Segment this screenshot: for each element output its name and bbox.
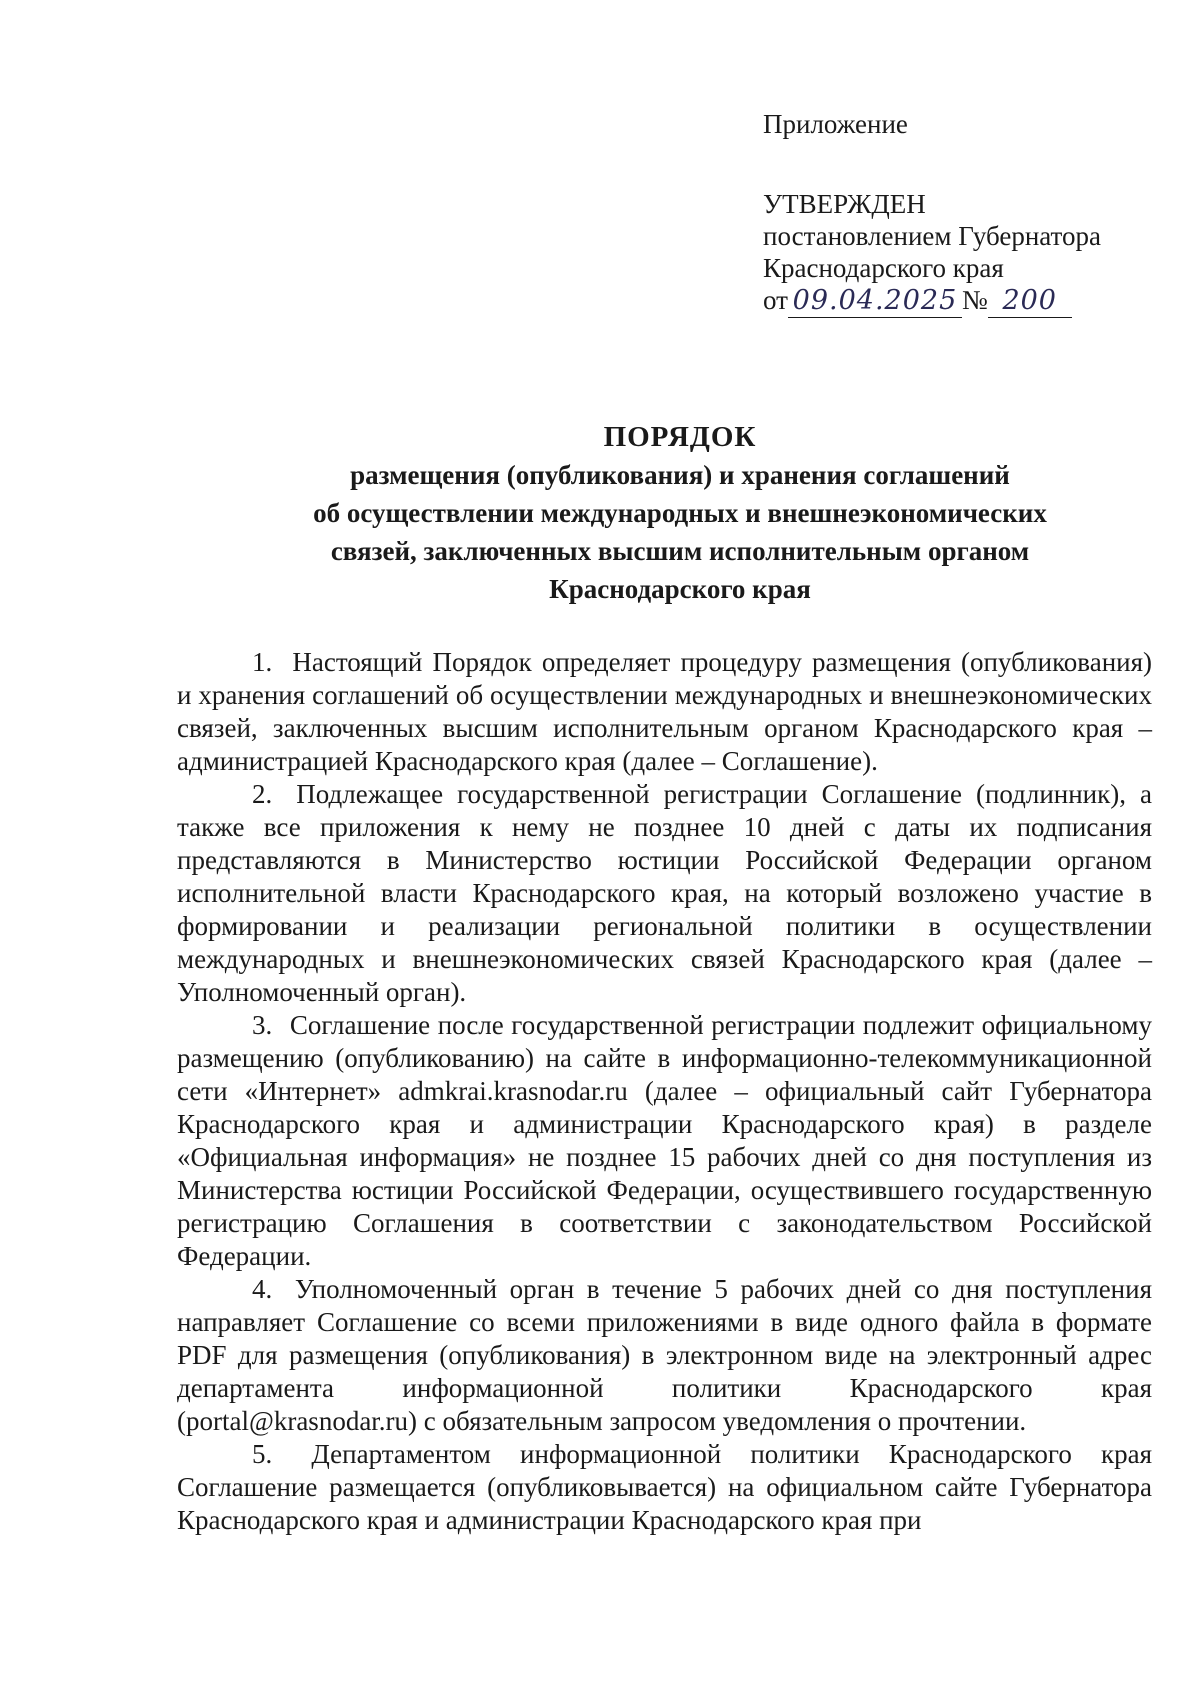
paragraph-text: Настоящий Порядок определяет процедуру размещения (опубликования) и хранения соглашений об осуществлении международных и внешнеэкономических связей, заключенных высшим исполнительным органом Краснодарского края – администрацией Краснодарского края (далее – Соглашение). — [177, 647, 1152, 776]
approval-date-line — [763, 284, 1143, 318]
from-prefix: от — [763, 285, 788, 315]
document-title — [170, 418, 1190, 608]
paragraph-number: 5. — [252, 1439, 273, 1469]
paragraph-4 — [177, 1273, 1152, 1438]
approved-label: УТВЕРЖДЕН — [763, 189, 926, 219]
title-sub-line-3: связей, заключенных высшим исполнительным органом — [330, 536, 1030, 566]
paragraph-text: Уполномоченный орган в течение 5 рабочих дней со дня поступления направляет Соглашение со всеми приложениями в виде одного файла в формате PDF для размещения (опубликования) в электронном виде на электронный адрес департамента информационной политики Краснодарского края (portal@krasnodar.ru) с обязательным запросом уведомления о прочтении. — [177, 1274, 1153, 1436]
approval-line-2: Краснодарского края — [763, 253, 1004, 283]
paragraph-number: 4. — [252, 1274, 273, 1304]
paragraph-number: 2. — [252, 779, 273, 809]
title-sub-line-1: размещения (опубликования) и хранения соглашений — [350, 460, 1010, 490]
paragraph-text: Департаментом информационной политики Краснодарского края Соглашение размещается (опубликовывается) на официальном сайте Губернатора Краснодарского края и администрации Краснодарского края при — [177, 1439, 1152, 1535]
title-sub-line-4: Краснодарского края — [549, 574, 811, 604]
paragraph-number: 1. — [252, 647, 273, 677]
handwritten-date: 09.04.2025 — [788, 285, 962, 318]
paragraph-3 — [177, 1009, 1152, 1273]
paragraph-number: 3. — [252, 1010, 273, 1040]
title-sub-line-2: об осуществлении международных и внешнеэкономических — [313, 498, 1047, 528]
approval-line-1: постановлением Губернатора — [763, 221, 1101, 251]
appendix-label: Приложение — [763, 109, 908, 139]
number-sign: № — [961, 285, 988, 315]
paragraph-5 — [177, 1438, 1152, 1537]
paragraph-text: Подлежащее государственной регистрации Соглашение (подлинник), а также все приложения к нему не позднее 10 дней с даты их подписания представляются в Министерство юстиции Российской Федерации органом исполнительной власти Краснодарского края, на который возложено участие в формировании и реализации региональной политики в осуществлении международных и внешнеэкономических связей Краснодарского края (далее – Уполномоченный орган). — [177, 779, 1153, 1007]
paragraph-2 — [177, 778, 1152, 1009]
paragraph-1 — [177, 646, 1152, 778]
handwritten-number: 200 — [988, 285, 1072, 318]
paragraph-text: Соглашение после государственной регистрации подлежит официальному размещению (опубликованию) на сайте в информационно-телекоммуникационной сети «Интернет» admkrai.krasnodar.ru (далее – официальный сайт Губернатора Краснодарского края и администрации Краснодарского края) в разделе «Официальная информация» не позднее 15 рабочих дней со дня поступления из Министерства юстиции Российской Федерации, осуществившего государственную регистрацию Соглашения в соответствии с законодательством Российской Федерации. — [177, 1010, 1152, 1271]
document-body — [177, 646, 1152, 1537]
title-main: ПОРЯДОК — [603, 421, 757, 453]
approval-stamp-block — [763, 108, 1143, 318]
